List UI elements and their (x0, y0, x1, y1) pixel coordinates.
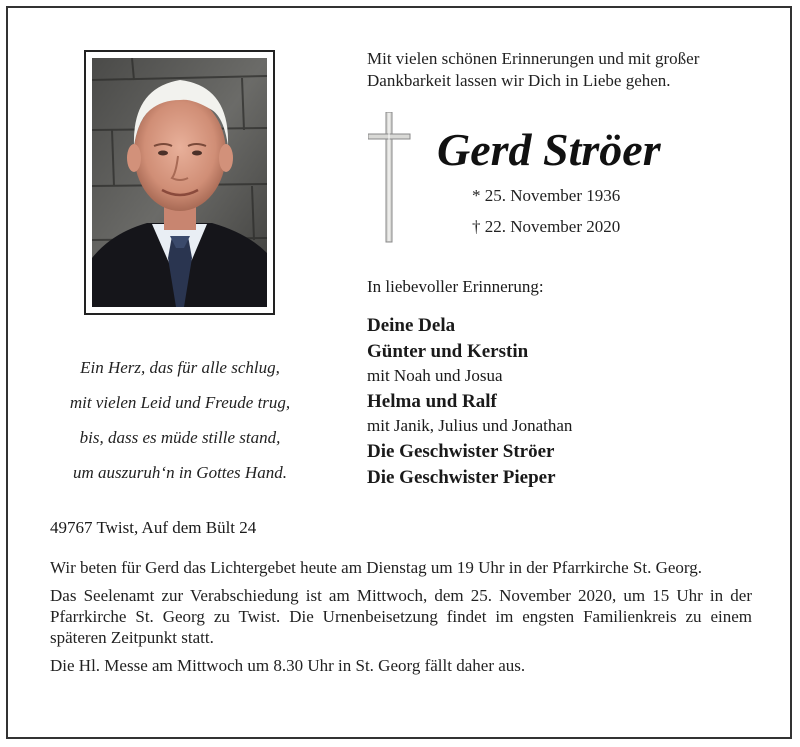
poem-line: um auszuruh‘n in Gottes Hand. (73, 463, 287, 482)
portrait-photo (92, 58, 267, 307)
service-notices (50, 557, 752, 683)
mourner-name: Die Geschwister Pieper (367, 467, 556, 488)
mourner-name: Helma und Ralf (367, 391, 497, 412)
mourners-heading: In liebevoller Erinnerung: (367, 277, 544, 296)
deceased-name: Gerd Ströer (437, 124, 661, 175)
intro-line: Mit vielen schönen Erinnerungen und mit großer (367, 49, 700, 68)
intro-text (367, 48, 767, 92)
intro-line: Dankbarkeit lassen wir Dich in Liebe gehen. (367, 71, 671, 90)
address: 49767 Twist, Auf dem Bült 24 (50, 518, 257, 537)
birth-date: * 25. November 1936 (472, 186, 621, 205)
mourner-name: Günter und Kerstin (367, 341, 529, 362)
mourner-name: Deine Dela (367, 315, 456, 336)
poem-line: bis, dass es müde stille stand, (79, 428, 281, 447)
portrait-frame (84, 50, 275, 315)
notice-paragraph: Wir beten für Gerd das Lichtergebet heute am Dienstag um 19 Uhr in der Pfarrkirche St. Georg. (50, 558, 703, 577)
mourner-sub: mit Noah und Josua (367, 366, 503, 385)
mourners-list (367, 313, 777, 491)
notice-paragraph: Das Seelenamt zur Verabschiedung ist am Mittwoch, dem 25. November 2020, um 15 Uhr in der Pfarrkirche St. Georg zu Twist. Die Urnenbeisetzung findet im engsten Familienkreis zu einem späteren Zeitpunkt statt. (50, 586, 752, 647)
memorial-poem (40, 350, 320, 490)
poem-line: Ein Herz, das für alle schlug, (80, 358, 280, 377)
mourner-sub: mit Janik, Julius und Jonathan (367, 416, 573, 435)
mourner-name: Die Geschwister Ströer (367, 441, 555, 462)
notice-paragraph: Die Hl. Messe am Mittwoch um 8.30 Uhr in St. Georg fällt daher aus. (50, 656, 526, 675)
poem-line: mit vielen Leid und Freude trug, (69, 393, 291, 412)
cross-icon (368, 112, 412, 249)
death-date: † 22. November 2020 (472, 217, 621, 236)
